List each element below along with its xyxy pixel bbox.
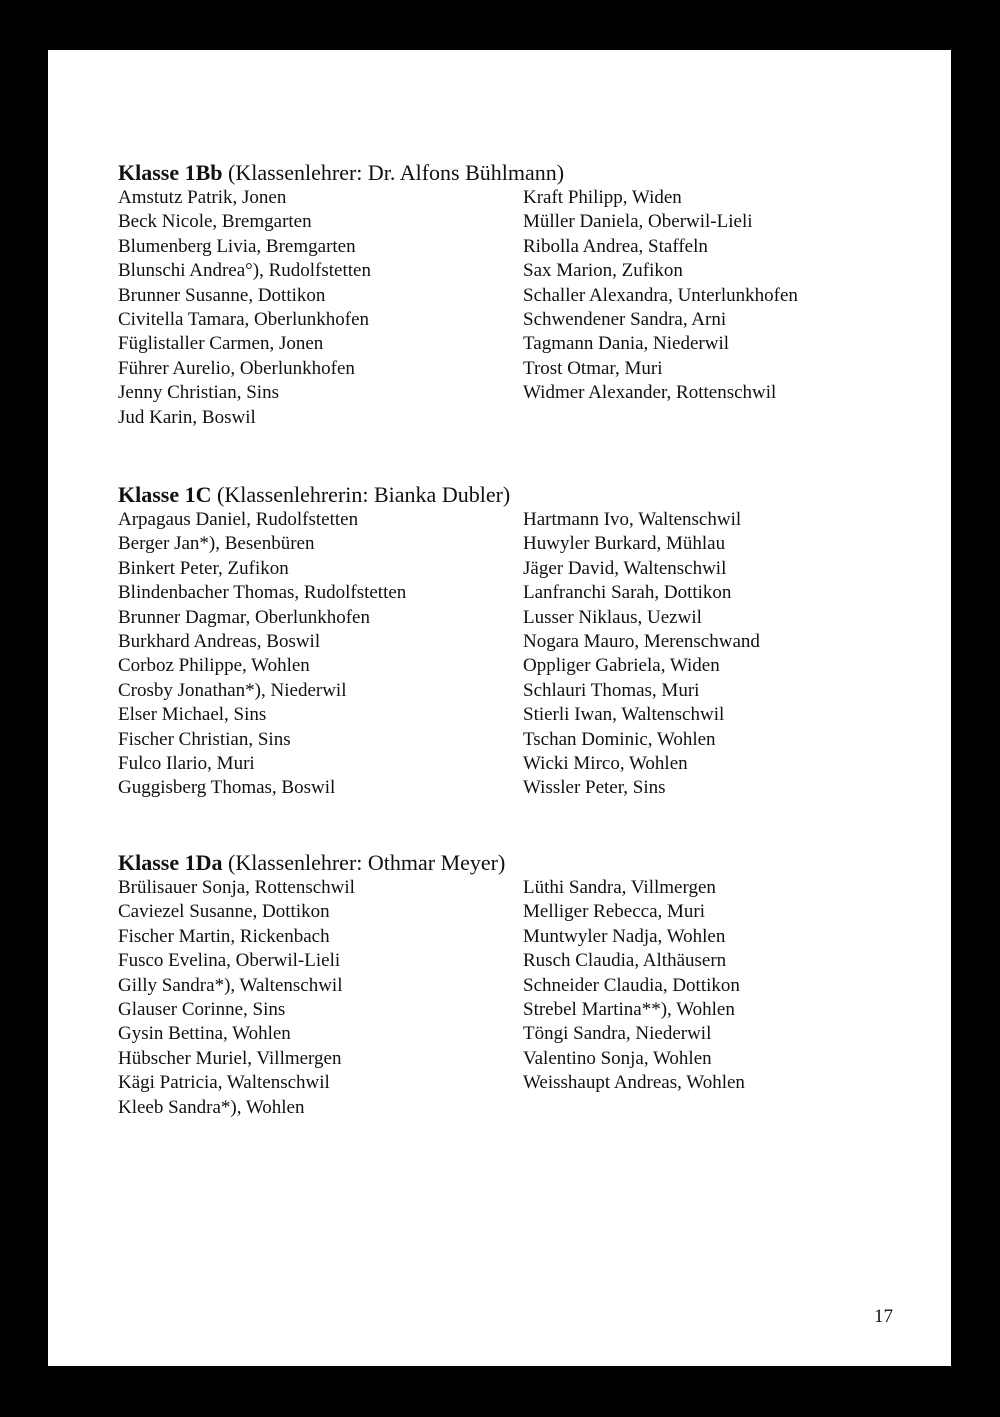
student-entry: Jud Karin, Boswil <box>118 406 256 428</box>
student-entry: Tagmann Dania, Niederwil <box>523 333 730 355</box>
student-entry: Blindenbacher Thomas, Rudolfstetten <box>118 582 407 604</box>
student-entry: Corboz Philippe, Wohlen <box>118 655 310 677</box>
student-entry: Crosby Jonathan*), Niederwil <box>118 679 347 701</box>
class-teacher: (Klassenlehrerin: Bianka Dubler) <box>217 482 511 507</box>
student-entry: Stierli Iwan, Waltenschwil <box>523 704 725 726</box>
student-list-right <box>523 876 745 1096</box>
student-entry: Schaller Alexandra, Unterlunkhofen <box>523 284 798 306</box>
student-entry: Strebel Martina**), Wohlen <box>523 999 735 1021</box>
student-entry: Amstutz Patrik, Jonen <box>118 187 287 208</box>
student-entry: Widmer Alexander, Rottenschwil <box>523 382 777 404</box>
student-entry: Schwendener Sandra, Arni <box>523 309 727 331</box>
student-entry: Oppliger Gabriela, Widen <box>523 655 720 677</box>
student-entry: Trost Otmar, Muri <box>523 357 663 379</box>
student-entry: Glauser Corinne, Sins <box>118 999 286 1021</box>
class-section-1bb <box>118 160 898 428</box>
student-list-right <box>523 186 798 406</box>
student-entry: Elser Michael, Sins <box>118 704 267 726</box>
student-entry: Beck Nicole, Bremgarten <box>118 211 312 233</box>
student-entry: Nogara Mauro, Merenschwand <box>523 631 760 653</box>
student-entry: Fischer Christian, Sins <box>118 728 291 750</box>
student-entry: Tschan Dominic, Wohlen <box>523 728 716 750</box>
student-entry: Huwyler Burkard, Mühlau <box>523 533 726 555</box>
student-entry: Fulco Ilario, Muri <box>118 753 255 775</box>
student-entry: Gysin Bettina, Wohlen <box>118 1023 291 1045</box>
student-entry: Muntwyler Nadja, Wohlen <box>523 925 726 947</box>
student-list-left <box>118 508 406 801</box>
student-entry: Kägi Patricia, Waltenschwil <box>118 1072 330 1094</box>
class-heading <box>118 850 898 876</box>
document-page <box>48 50 951 1366</box>
student-list-left <box>118 876 355 1120</box>
student-entry: Valentino Sonja, Wohlen <box>523 1047 712 1069</box>
student-entry: Führer Aurelio, Oberlunkhofen <box>118 357 355 379</box>
student-entry: Weisshaupt Andreas, Wohlen <box>523 1072 745 1094</box>
class-teacher: (Klassenlehrer: Othmar Meyer) <box>228 850 506 875</box>
student-entry: Fischer Martin, Rickenbach <box>118 925 330 947</box>
student-entry: Kraft Philipp, Widen <box>523 187 682 208</box>
student-entry: Civitella Tamara, Oberlunkhofen <box>118 309 370 331</box>
class-teacher: (Klassenlehrer: Dr. Alfons Bühlmann) <box>228 160 565 185</box>
class-section-1da <box>118 850 898 1118</box>
class-heading <box>118 160 898 186</box>
student-entry: Jenny Christian, Sins <box>118 382 279 404</box>
class-heading <box>118 482 898 508</box>
student-entry: Kleeb Sandra*), Wohlen <box>118 1096 305 1118</box>
student-entry: Guggisberg Thomas, Boswil <box>118 777 336 799</box>
student-entry: Töngi Sandra, Niederwil <box>523 1023 712 1045</box>
student-entry: Füglistaller Carmen, Jonen <box>118 333 324 355</box>
student-entry: Ribolla Andrea, Staffeln <box>523 235 708 257</box>
student-entry: Fusco Evelina, Oberwil-Lieli <box>118 950 341 972</box>
student-entry: Burkhard Andreas, Boswil <box>118 631 321 653</box>
student-entry: Berger Jan*), Besenbüren <box>118 533 315 555</box>
student-entry: Brülisauer Sonja, Rottenschwil <box>118 877 355 898</box>
student-entry: Müller Daniela, Oberwil-Lieli <box>523 211 753 233</box>
student-entry: Wissler Peter, Sins <box>523 777 666 799</box>
student-entry: Brunner Dagmar, Oberlunkhofen <box>118 606 370 628</box>
student-entry: Caviezel Susanne, Dottikon <box>118 901 330 923</box>
student-entry: Lanfranchi Sarah, Dottikon <box>523 582 732 604</box>
student-entry: Brunner Susanne, Dottikon <box>118 284 326 306</box>
student-entry: Binkert Peter, Zufikon <box>118 557 289 579</box>
class-name: Klasse 1Bb <box>118 160 223 185</box>
class-name: Klasse 1C <box>118 482 212 507</box>
student-entry: Arpagaus Daniel, Rudolfstetten <box>118 509 359 530</box>
class-name: Klasse 1Da <box>118 850 223 875</box>
student-list-left <box>118 186 371 430</box>
class-section-1c <box>118 482 898 799</box>
student-entry: Lüthi Sandra, Villmergen <box>523 877 716 898</box>
student-entry: Schneider Claudia, Dottikon <box>523 974 740 996</box>
student-entry: Wicki Mirco, Wohlen <box>523 753 688 775</box>
student-entry: Hartmann Ivo, Waltenschwil <box>523 509 742 530</box>
student-list-right <box>523 508 760 801</box>
student-entry: Blunschi Andrea°), Rudolfstetten <box>118 260 371 282</box>
student-entry: Sax Marion, Zufikon <box>523 260 683 282</box>
student-entry: Schlauri Thomas, Muri <box>523 679 700 701</box>
student-entry: Jäger David, Waltenschwil <box>523 557 727 579</box>
student-entry: Lusser Niklaus, Uezwil <box>523 606 702 628</box>
student-entry: Hübscher Muriel, Villmergen <box>118 1047 342 1069</box>
student-entry: Melliger Rebecca, Muri <box>523 901 706 923</box>
student-entry: Blumenberg Livia, Bremgarten <box>118 235 356 257</box>
student-entry: Rusch Claudia, Althäusern <box>523 950 727 972</box>
student-entry: Gilly Sandra*), Waltenschwil <box>118 974 343 996</box>
page-number: 17 <box>874 1306 893 1327</box>
